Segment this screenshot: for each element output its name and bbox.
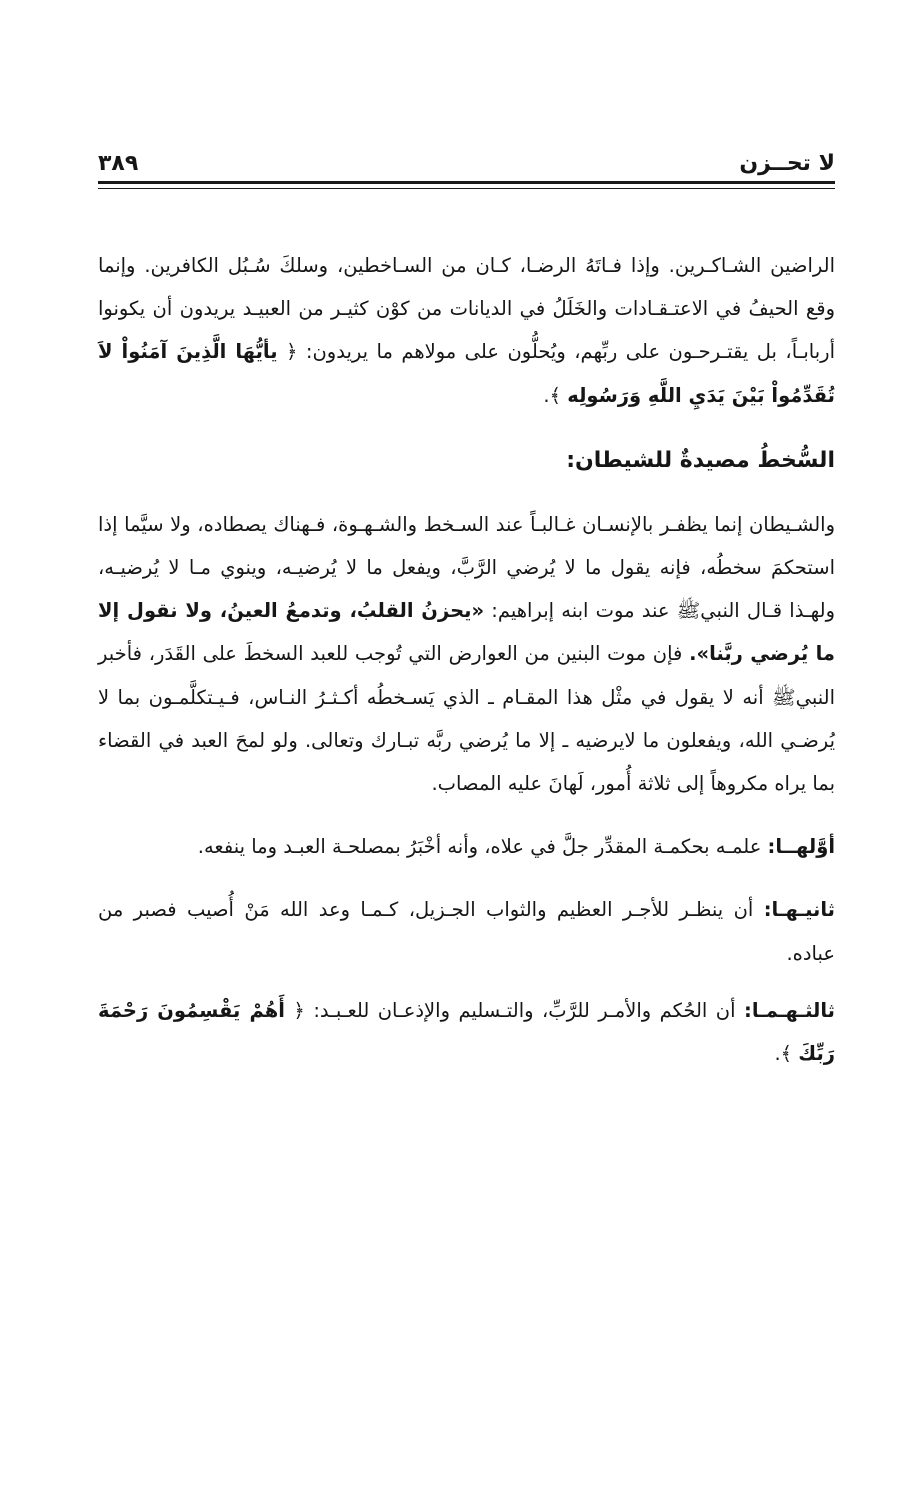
point-third-label: ثالثـهـمـا:: [744, 998, 836, 1022]
book-title: لا تحــزن: [739, 151, 835, 176]
paragraph-2: [98, 503, 835, 805]
quran-bracket-close: ﴾: [780, 1042, 793, 1066]
page-content: [98, 244, 835, 1075]
hadith-quote: «يحزنُ القلبُ، وتدمعُ العينُ، ولا نقول إلا ما يُرضي ربَّنا».: [98, 599, 835, 666]
point-third-end: .: [774, 1042, 781, 1066]
section-heading: السُّخطُ مصيدةٌ للشيطان:: [566, 447, 835, 473]
point-second-text: أن ينظـر للأجـر العظيم والثواب الجـزيل، كـمـا وعد الله مَنْ أُصيب فصبر من عباده.: [98, 898, 835, 965]
point-first-text: علمـه بحكمـة المقدِّر جلَّ في علاه، وأنه أخْبَرُ بمصلحـة العبـد وما ينفعه.: [197, 835, 762, 859]
quran-bracket-close: ﴾: [549, 383, 562, 407]
quran-quote-1: يأيُّهَا الَّذِينَ آمَنُواْ لاَ تُقَدِّمُواْ بَيْنَ يَدَيِ اللَّهِ وَرَسُولِه: [98, 340, 835, 407]
paragraph-2-continuation: فإن موت البنين من العوارض التي تُوجب للعبد السخطَ على القَدَر، فأخبر النبيﷺ أنه لا يقول في مثْل هذا المقـام ـ الذي يَسـخطُه أكـثـرُ النـاس، فـيـتكلَّمـون بما لا يُرضـي الله، ويفعلون ما لايرضيه ـ إلا ما يُرضي ربَّه تبـارك وتعالى. ولو لمحَ العبد في القضاء بما يراه مكروهاً إلى ثلاثة أُمور، لَهانَ عليه المصاب.: [98, 642, 835, 796]
running-header: [98, 150, 835, 178]
point-first: [98, 825, 835, 868]
paragraph-1-text: الراضين الشـاكـرين. وإذا فـاتَهُ الرضـا، كـان من السـاخطين، وسلكَ سُـبُل الكافرين. وإنما وقع الحيفُ في الاعتـقـادات والخَلَلُ في الديانات من كوْن كثيـر من العبيـد يريدون أن يكونوا أربابـاً، بل يقتـرحـون على ربِّهم، ويُحلُّون على مولاهم ما يريدون:: [98, 254, 836, 364]
quran-quote-2: أَهُمْ يَقْسِمُونَ رَحْمَةَ رَبِّكَ: [98, 998, 835, 1066]
point-first-label: أوَّلهــا:: [767, 835, 835, 859]
header-rule-thick: [98, 181, 835, 184]
quran-bracket-open: ﴿: [293, 998, 305, 1022]
point-second: [98, 888, 835, 974]
point-third: [98, 989, 835, 1075]
paragraph-2-text: والشـيطان إنما يظفـر بالإنسـان غـالبـاً عند السـخط والشـهـوة، فـهناك يصطاده، ولا سيَّما إذا استحكمَ سخطُه، فإنه يقول ما لا يُرضي الرَّبَّ، ويفعل ما لا يُرضيـه، وينوي مـا لا يُرضيـه، ولهـذا قـال النبيﷺ عند موت ابنه إبراهيم:: [98, 512, 835, 623]
quran-bracket-open: ﴿: [286, 340, 298, 364]
paragraph-1-end: .: [543, 383, 550, 407]
header-rule-thin: [98, 188, 835, 189]
point-second-label: ثانيـهـا:: [763, 898, 835, 922]
point-third-text: أن الحُكم والأمـر للرَّبِّ، والتـسليم والإذعـان للعـبـد:: [313, 998, 736, 1022]
paragraph-1: [98, 244, 835, 417]
page-number: ٣٨٩: [98, 151, 139, 176]
